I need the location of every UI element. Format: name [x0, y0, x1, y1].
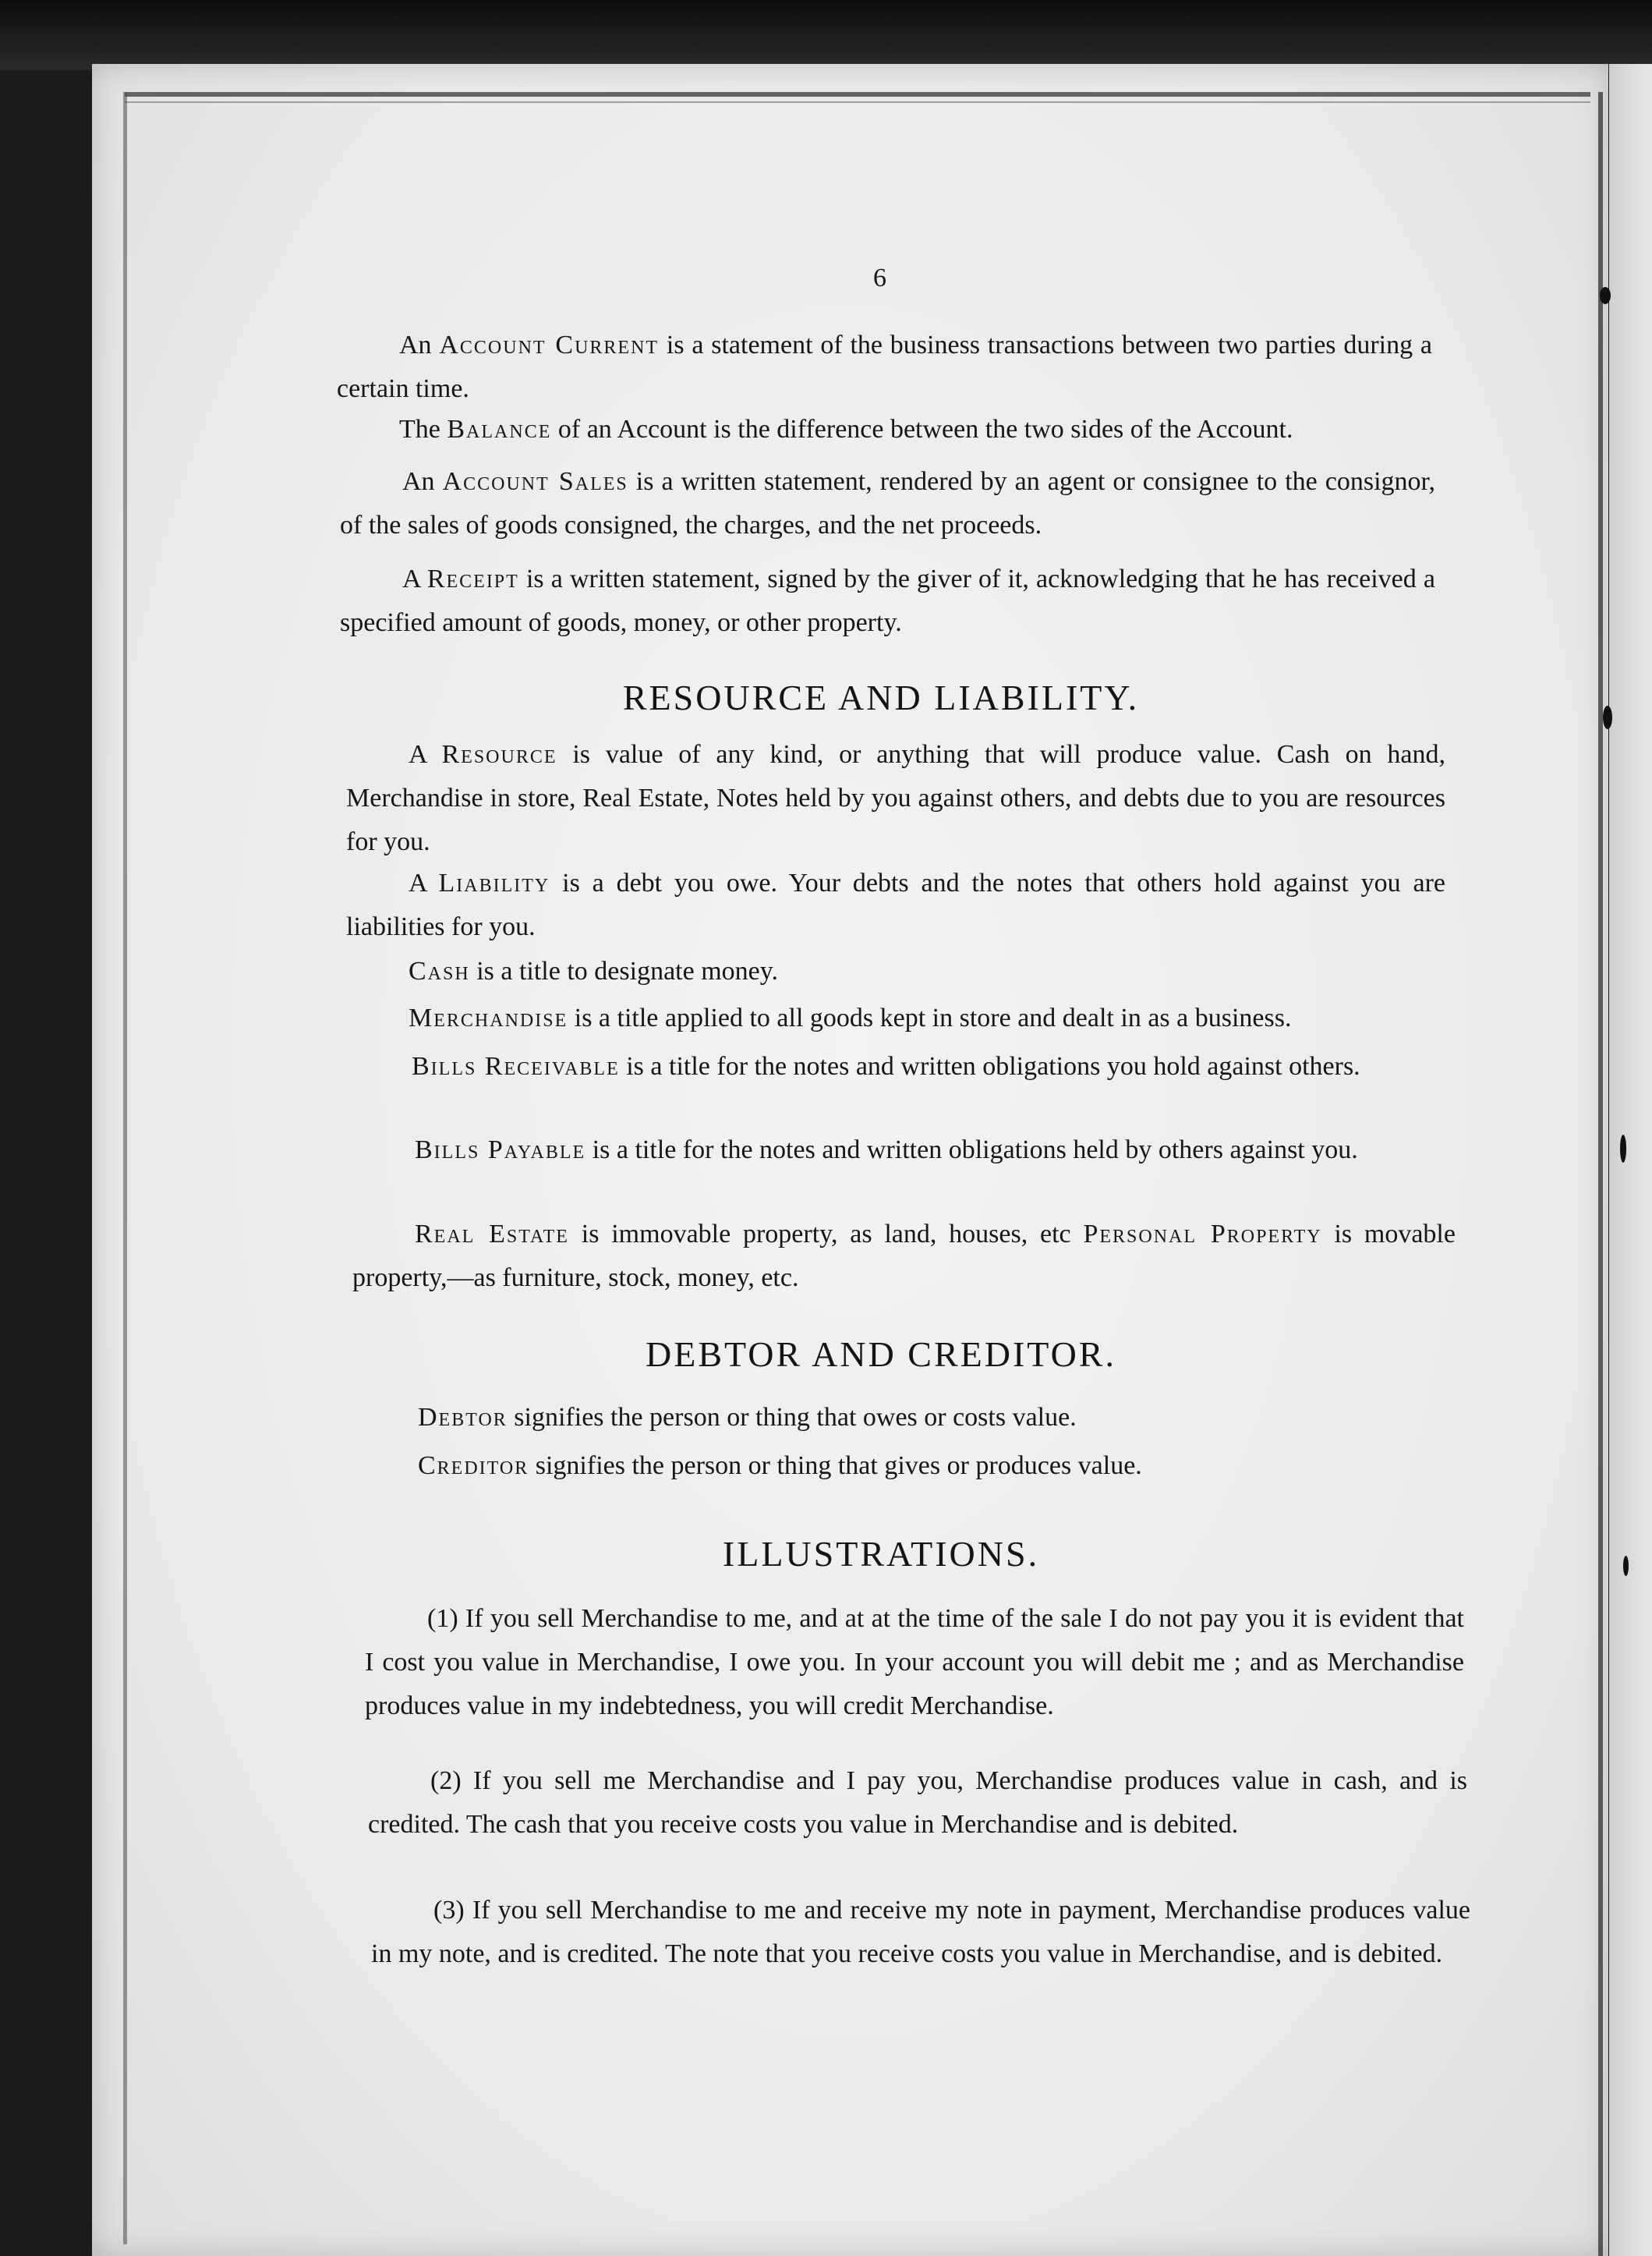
page-frame-top-inner — [125, 101, 1590, 103]
ink-mark — [1600, 287, 1611, 304]
heading-resource-liability: RESOURCE AND LIABILITY. — [622, 678, 1140, 717]
term: Balance — [447, 415, 552, 444]
term: Account Sales — [442, 467, 628, 496]
definition-debtor: Debtor signifies the person or thing that owes or costs value. — [418, 1403, 1077, 1432]
term: Cash — [409, 957, 470, 986]
definition-account-current: An Account Current is a statement of the business transactions between two parties during a certain time. — [337, 331, 1432, 403]
definition-bills-receivable: Bills Receivable is a title for the notes and written obligations you hold against others. — [412, 1052, 1360, 1081]
term: Merchandise — [409, 1004, 568, 1032]
page-frame-top — [125, 92, 1590, 97]
illustration-2: (2) If you sell me Merchandise and I pay you, Merchandise produces value in cash, and is credited. The cash that you receive costs you value in Merchandise and is debited. — [368, 1766, 1467, 1839]
term: Liability — [438, 869, 550, 898]
definition-receipt: A Receipt is a written statement, signed by the giver of it, acknowledging that he has received a specified amount of goods, money, or other property. — [340, 565, 1435, 637]
binding-edge — [1609, 64, 1652, 2256]
definition-account-sales: An Account Sales is a written statement, rendered by an agent or consignee to the consignor, of the sales of goods consigned, the charges, and the net proceeds. — [340, 467, 1435, 540]
definition-real-estate: Real Estate is immovable property, as land, houses, etc Personal Property is movable property,—as furniture, stock, money, etc. — [352, 1220, 1456, 1292]
page-frame-left — [123, 92, 127, 2244]
ink-mark — [1603, 706, 1612, 729]
page-frame-right — [1598, 92, 1603, 2256]
illustration-1: (1) If you sell Merchandise to me, and at at the time of the sale I do not pay you it is evident that I cost you value in Merchandise, I owe you. In your account you will debit me ; and as Merchandise produces value in my indebtedness, you will credit Merchandise. — [365, 1604, 1464, 1720]
term: Real Estate — [415, 1220, 569, 1248]
definition-merchandise: Merchandise is a title applied to all goods kept in store and dealt in as a business. — [409, 1004, 1292, 1032]
ink-mark — [1623, 1556, 1629, 1576]
definition-liability: A Liability is a debt you owe. Your debts and the notes that others hold against you are liabilities for you. — [346, 869, 1445, 941]
term: Bills Payable — [415, 1135, 586, 1164]
term: Creditor — [418, 1451, 529, 1480]
term: Account Current — [439, 331, 660, 359]
definition-cash: Cash is a title to designate money. — [409, 957, 779, 986]
heading-illustrations: ILLUSTRATIONS. — [722, 1534, 1040, 1574]
page-number: 6 — [873, 264, 886, 292]
scan-dark-border — [0, 0, 1652, 70]
term: Receipt — [426, 565, 519, 593]
definition-balance: The Balance of an Account is the difference between the two sides of the Account. — [399, 415, 1293, 444]
definition-resource: A Resource is value of any kind, or anything that will produce value. Cash on hand, Merchandise in store, Real Estate, Notes held by you against others, and debts due to you are resources for you. — [346, 740, 1445, 856]
term: Bills Receivable — [412, 1052, 620, 1081]
heading-debtor-creditor: DEBTOR AND CREDITOR. — [646, 1334, 1116, 1374]
term: Resource — [441, 740, 557, 769]
definition-creditor: Creditor signifies the person or thing that gives or produces value. — [418, 1451, 1142, 1480]
term: Personal Property — [1083, 1220, 1322, 1248]
definition-bills-payable: Bills Payable is a title for the notes and written obligations held by others against you. — [415, 1135, 1358, 1164]
term: Debtor — [418, 1403, 508, 1432]
illustration-3: (3) If you sell Merchandise to me and receive my note in payment, Merchandise produces value in my note, and is credited. The note that you receive costs you value in Merchandise, and is debited. — [371, 1896, 1470, 1968]
ink-mark — [1620, 1135, 1626, 1163]
